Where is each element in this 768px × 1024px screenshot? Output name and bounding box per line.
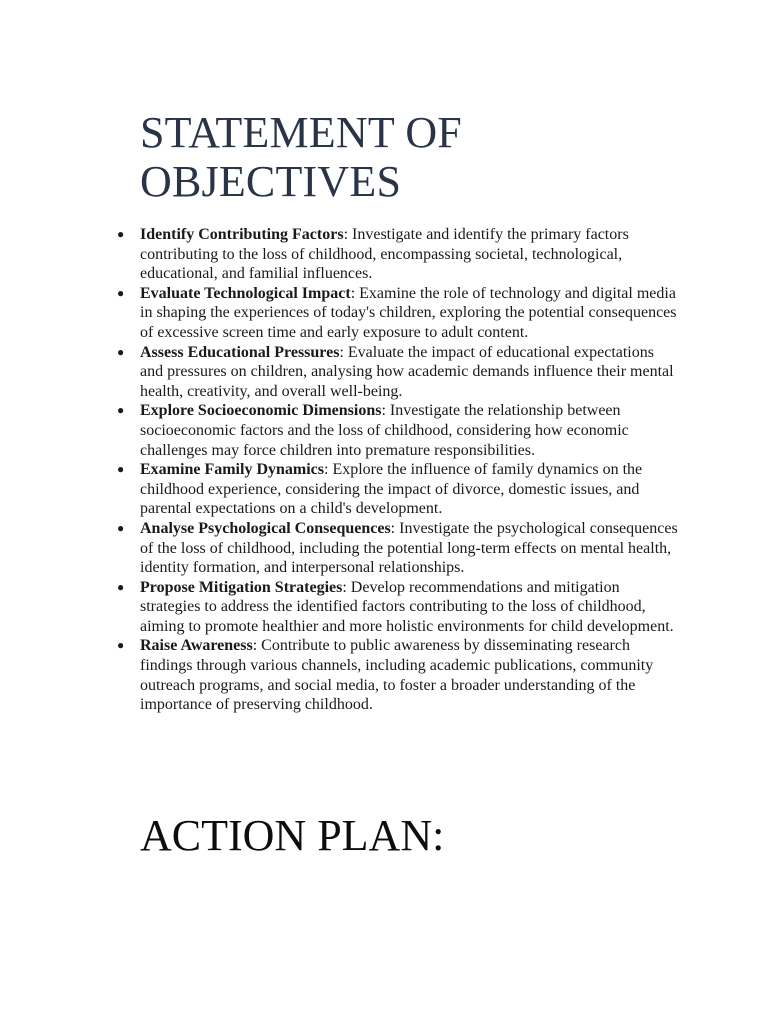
objective-title: Evaluate Technological Impact [140,284,351,302]
objectives-list [117,225,680,715]
objective-text: : Contribute to public awareness by disseminating research findings through various channels, including academic publications, community outreach programs, and social media, to foster a broader understanding of the importance of preserving childhood. [140,637,654,714]
objective-item [117,284,680,343]
objective-item [117,460,680,519]
action-plan-heading: ACTION PLAN: [140,811,445,860]
objective-text: : Explore the influence of family dynamics on the childhood experience, considering the impact of divorce, domestic issues, and parental expectations on a child's development. [140,461,643,518]
objective-item [117,343,680,402]
objective-title: Raise Awareness [140,637,253,655]
objective-title: Examine Family Dynamics [140,461,324,479]
objective-item [117,636,680,714]
objective-title: Analyse Psychological Consequences [140,519,391,537]
objective-text: : Develop recommendations and mitigation strategies to address the identified factors contributing to the loss of childhood, aiming to promote healthier and more holistic environments for child development. [140,578,674,635]
objective-item [117,578,680,637]
objective-text: : Examine the role of technology and digital media in shaping the experiences of today's children, exploring the potential consequences of excessive screen time and early exposure to adult content. [140,284,677,341]
bullet-icon: ● [117,403,125,418]
bullet-icon: ● [117,520,125,535]
objective-title: Propose Mitigation Strategies [140,578,343,596]
bullet-icon: ● [117,579,125,594]
objectives-heading: STATEMENT OF OBJECTIVES [140,108,462,206]
objective-item [117,519,680,578]
bullet-icon: ● [117,344,125,359]
bullet-icon: ● [117,638,125,653]
bullet-icon: ● [117,462,125,477]
objective-text: : Investigate the relationship between socioeconomic factors and the loss of childhood, considering how economic challenges may force children into premature responsibilities. [140,402,629,459]
objective-title: Explore Socioeconomic Dimensions [140,402,382,420]
bullet-icon: ● [117,285,125,300]
objective-title: Identify Contributing Factors [140,226,344,243]
objective-item [117,225,680,284]
objective-title: Assess Educational Pressures [140,343,340,361]
objective-text: : Evaluate the impact of educational expectations and pressures on children, analysing how academic demands influence their mental health, creativity, and overall well-being. [140,343,674,400]
bullet-icon: ● [117,227,125,241]
objective-text: : Investigate and identify the primary factors contributing to the loss of childhood, encompassing societal, technological, educational, and familial influences. [140,226,629,283]
objective-text: : Investigate the psychological consequences of the loss of childhood, including the potential long-term effects on mental health, identity formation, and interpersonal relationships. [140,519,678,577]
objective-item [117,401,680,460]
